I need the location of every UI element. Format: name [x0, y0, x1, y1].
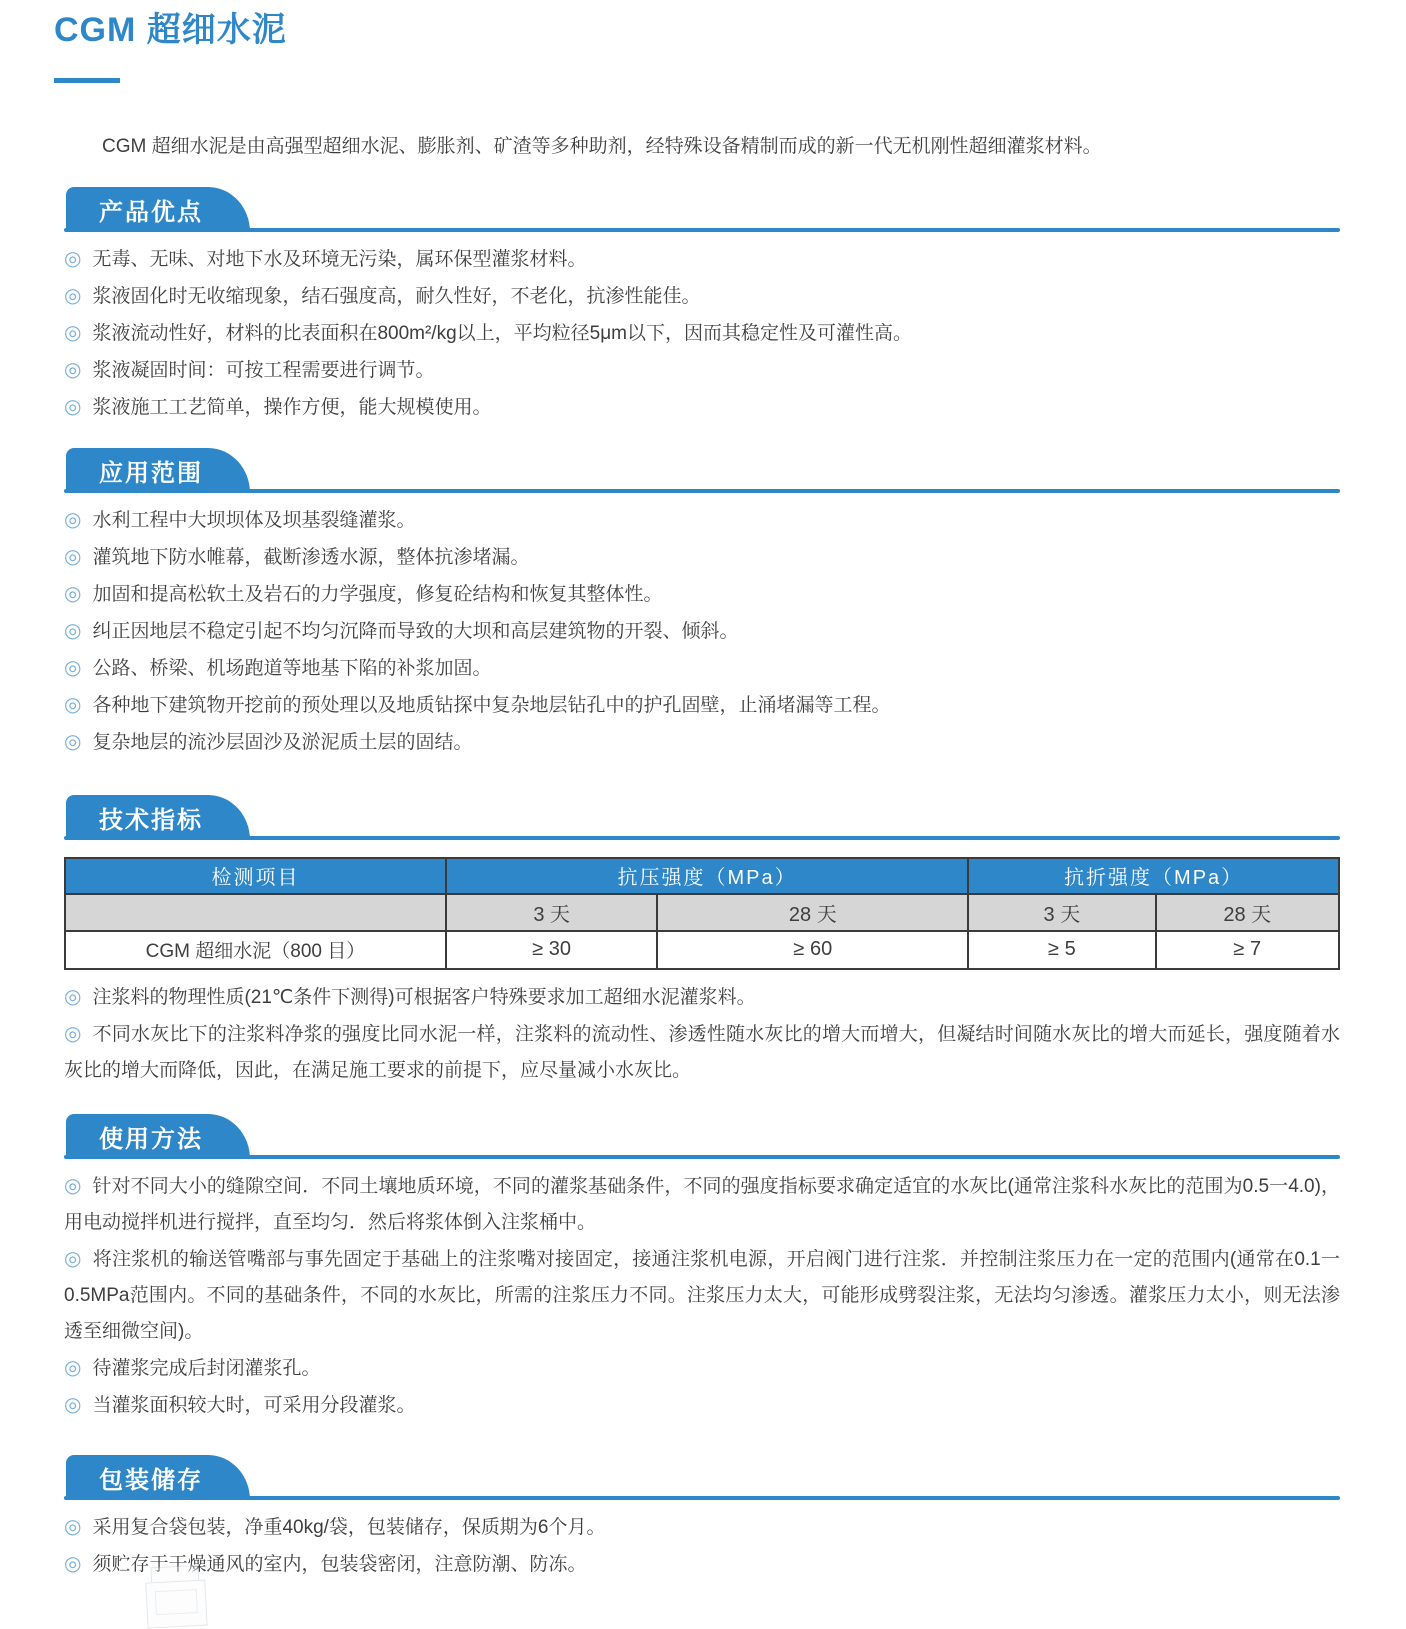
table-header-compressive: 抗压强度（MPa） [446, 858, 968, 894]
header-underline [64, 1496, 1340, 1500]
page-title: CGM 超细水泥 [54, 11, 287, 49]
list-item-text: 当灌浆面积较大时，可采用分段灌浆。 [92, 1394, 416, 1416]
bullet-icon: ◎ [64, 656, 82, 679]
table-header-flexural: 抗折强度（MPa） [968, 858, 1339, 894]
list-item-text: 公路、桥梁、机场跑道等地基下陷的补浆加固。 [92, 657, 492, 679]
list-item [64, 278, 1340, 315]
list-item-text: 注浆料的物理性质(21℃条件下测得)可根据客户特殊要求加工超细水泥灌浆料。 [92, 986, 756, 1008]
table-cell: ≥ 7 [1156, 931, 1340, 969]
list-item [64, 389, 1340, 426]
bullet-icon: ◎ [64, 1174, 82, 1197]
bullet-icon: ◎ [64, 1393, 82, 1416]
list-item-text: 浆液流动性好，材料的比表面积在800m²/kg以上，平均粒径5μm以下，因而其稳定性及可灌性高。 [92, 322, 912, 344]
bullet-icon: ◎ [64, 395, 82, 418]
bullet-icon: ◎ [64, 321, 82, 344]
section-header-advantages [64, 187, 1340, 232]
table-cell: ≥ 60 [657, 931, 968, 969]
list-item-text: 灌筑地下防水帷幕，截断渗透水源，整体抗渗堵漏。 [92, 546, 530, 568]
header-underline [64, 228, 1340, 232]
list-item-text: 复杂地层的流沙层固沙及淤泥质土层的固结。 [92, 731, 473, 753]
list-item [64, 613, 1340, 650]
section-heading-specs: 技术指标 [99, 806, 203, 834]
table-subheader-row [65, 894, 1339, 931]
list-item [64, 1016, 1340, 1089]
list-item [64, 1350, 1340, 1387]
bullet-icon: ◎ [64, 1356, 82, 1379]
section-tab-advantages [66, 187, 250, 232]
table-subheader: 28 天 [1156, 894, 1340, 931]
table-cell: ≥ 30 [446, 931, 657, 969]
list-item-text: 无毒、无味、对地下水及环境无污染，属环保型灌浆材料。 [92, 248, 587, 270]
intro-paragraph: CGM 超细水泥是由高强型超细水泥、膨胀剂、矿渣等多种助剂，经特殊设备精制而成的新一代无机刚性超细灌浆材料。 [102, 135, 1102, 157]
section-tab-specs [66, 795, 250, 840]
table-header-row [65, 858, 1339, 894]
usage-list [64, 1168, 1340, 1424]
section-tab-applications [66, 448, 250, 493]
table-subheader: 3 天 [968, 894, 1155, 931]
section-heading-packaging: 包装储存 [99, 1466, 203, 1494]
header-underline [64, 1155, 1340, 1159]
bullet-icon: ◎ [64, 545, 82, 568]
table-row [65, 931, 1339, 969]
list-item [64, 1241, 1340, 1350]
table-subheader: 28 天 [657, 894, 968, 931]
list-item-text: 纠正因地层不稳定引起不均匀沉降而导致的大坝和高层建筑物的开裂、倾斜。 [92, 620, 739, 642]
packaging-list [64, 1509, 1340, 1583]
list-item-text: 针对不同大小的缝隙空间．不同土壤地质环境，不同的灌浆基础条件，不同的强度指标要求确定适宜的水灰比(通常注浆科水灰比的范围为0.5一4.0)，用电动搅拌机进行搅拌，直至均匀．然后将浆体倒入注浆桶中。 [64, 1175, 1340, 1233]
list-item-text: 待灌浆完成后封闭灌浆孔。 [92, 1357, 321, 1379]
advantages-list [64, 241, 1340, 426]
specs-table [64, 857, 1340, 970]
bullet-icon: ◎ [64, 1515, 82, 1538]
list-item-text: 采用复合袋包装，净重40kg/袋，包装储存，保质期为6个月。 [92, 1516, 606, 1538]
section-tab-usage [66, 1114, 250, 1159]
applications-list [64, 502, 1340, 761]
package-bag-body [145, 1580, 207, 1629]
bullet-icon: ◎ [64, 693, 82, 716]
bullet-icon: ◎ [64, 985, 82, 1008]
bullet-icon: ◎ [64, 582, 82, 605]
list-item [64, 1546, 1340, 1583]
bullet-icon: ◎ [64, 247, 82, 270]
bullet-icon: ◎ [64, 508, 82, 531]
section-heading-applications: 应用范围 [99, 459, 203, 487]
list-item-text: 不同水灰比下的注浆料净浆的强度比同水泥一样，注浆料的流动性、渗透性随水灰比的增大而增大，但凝结时间随水灰比的增大而延长，强度随着水灰比的增大而降低，因此，在满足施工要求的前提下，应尽量减小水灰比。 [64, 1023, 1340, 1081]
table-subheader-empty [65, 894, 446, 931]
section-header-usage [64, 1114, 1340, 1159]
list-item [64, 1168, 1340, 1241]
list-item [64, 352, 1340, 389]
table-subheader: 3 天 [446, 894, 657, 931]
list-item [64, 979, 1340, 1016]
list-item-text: 各种地下建筑物开挖前的预处理以及地质钻探中复杂地层钻孔中的护孔固壁，止涌堵漏等工程。 [92, 694, 891, 716]
list-item-text: 须贮存于干燥通风的室内，包装袋密闭，注意防潮、防冻。 [92, 1553, 587, 1575]
list-item [64, 687, 1340, 724]
section-heading-advantages: 产品优点 [99, 198, 203, 226]
list-item-text: 浆液固化时无收缩现象，结石强度高，耐久性好，不老化，抗渗性能佳。 [92, 285, 701, 307]
list-item-text: 加固和提高松软土及岩石的力学强度，修复砼结构和恢复其整体性。 [92, 583, 663, 605]
list-item [64, 315, 1340, 352]
bullet-icon: ◎ [64, 284, 82, 307]
list-item [64, 502, 1340, 539]
bullet-icon: ◎ [64, 358, 82, 381]
list-item [64, 576, 1340, 613]
section-header-specs [64, 795, 1340, 840]
table-header-item: 检测项目 [65, 858, 446, 894]
list-item [64, 1509, 1340, 1546]
specs-notes-list [64, 979, 1340, 1089]
list-item-text: 浆液施工工艺简单，操作方便，能大规模使用。 [92, 396, 492, 418]
bullet-icon: ◎ [64, 730, 82, 753]
list-item-text: 将注浆机的输送管嘴部与事先固定于基础上的注浆嘴对接固定，接通注浆机电源，开启阀门进行注浆．并控制注浆压力在一定的范围内(通常在0.1一0.5MPa范围内。不同的基础条件，不同的水灰比，所需的注浆压力不同。注浆压力太大，可能形成劈裂注浆，无法均匀渗透。灌浆压力太小，则无法渗透至细微空间)。 [64, 1248, 1341, 1342]
table-cell: ≥ 5 [968, 931, 1155, 969]
section-heading-usage: 使用方法 [99, 1125, 203, 1153]
list-item-text: 浆液凝固时间：可按工程需要进行调节。 [92, 359, 435, 381]
bullet-icon: ◎ [64, 619, 82, 642]
page [0, 8, 1406, 1583]
list-item-text: 水利工程中大坝坝体及坝基裂缝灌浆。 [92, 509, 416, 531]
section-tab-packaging [66, 1455, 250, 1500]
section-header-applications [64, 448, 1340, 493]
bullet-icon: ◎ [64, 1247, 82, 1270]
list-item [64, 724, 1340, 761]
package-bag-ghost-image [140, 1564, 215, 1628]
list-item [64, 650, 1340, 687]
title-underline [54, 78, 120, 83]
header-underline [64, 836, 1340, 840]
bullet-icon: ◎ [64, 1022, 82, 1045]
table-row-label: CGM 超细水泥（800 目） [65, 931, 446, 969]
list-item [64, 539, 1340, 576]
list-item [64, 1387, 1340, 1424]
bullet-icon: ◎ [64, 1552, 82, 1575]
section-header-packaging [64, 1455, 1340, 1500]
list-item [64, 241, 1340, 278]
header-underline [64, 489, 1340, 493]
